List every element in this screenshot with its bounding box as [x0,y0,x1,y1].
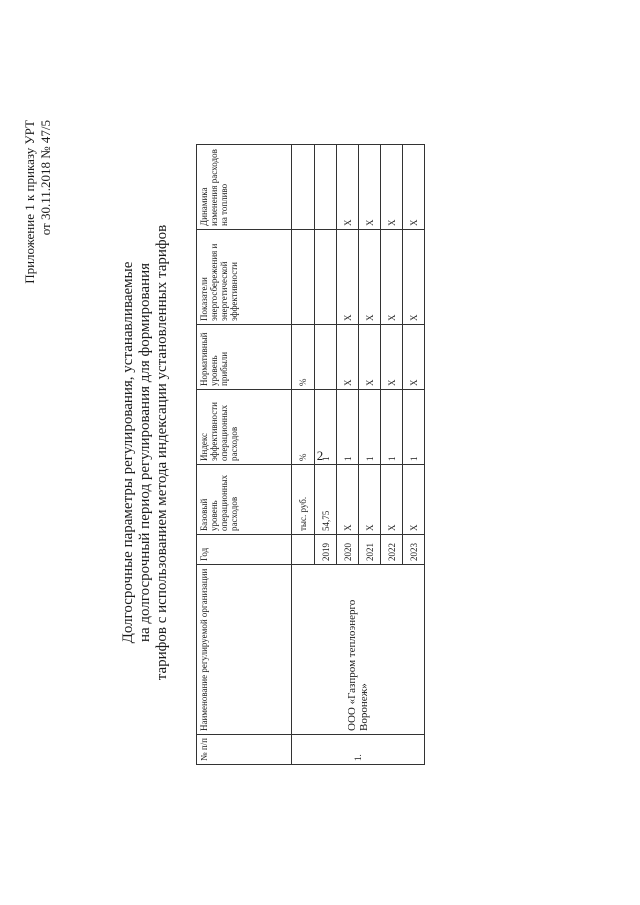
header-index: Индекс эффективности операционных расходов [197,390,292,465]
cell-index: 1 [315,390,337,465]
cell-year: 2022 [381,535,403,565]
cell-profit [315,325,337,390]
unit-base: тыс. руб. [292,465,315,535]
cell-energy: Х [337,230,359,325]
header-num: № п/п [197,735,292,765]
cell-base: 54,75 [315,465,337,535]
units-row [292,145,315,765]
cell-fuel [315,145,337,230]
org-cell: ООО «Газпром теплоэнерго Воронеж» [292,565,425,735]
document-title [120,0,171,905]
title-line-3: тарифов с использованием метода индексации установленных тарифов [154,224,170,681]
cell-base: Х [359,465,381,535]
cell-energy: Х [381,230,403,325]
unit-energy [292,230,315,325]
cell-fuel: Х [381,145,403,230]
cell-year: 2021 [359,535,381,565]
header-base: Базовый уровень операционных расходов [197,465,292,535]
cell-index: 1 [381,390,403,465]
title-line-1: Долгосрочные параметры регулирования, устанавливаемые [120,261,136,644]
header-org: Наименование регулируемой организации [197,565,292,735]
cell-base: Х [337,465,359,535]
table-header-row [197,145,292,765]
cell-index: 1 [359,390,381,465]
header-fuel: Динамика изменения расходов на топливо [197,145,292,230]
cell-energy: Х [403,230,425,325]
cell-profit: Х [337,325,359,390]
cell-base: Х [403,465,425,535]
unit-profit: % [292,325,315,390]
cell-energy: Х [359,230,381,325]
cell-year: 2020 [337,535,359,565]
appendix-header [22,120,54,480]
header-profit: Нормативный уровень прибыли [197,325,292,390]
cell-index: 1 [403,390,425,465]
cell-energy [315,230,337,325]
cell-index: 1 [337,390,359,465]
unit-year [292,535,315,565]
appendix-line-2: от 30.11.2018 № 47/5 [38,120,53,236]
cell-base: Х [381,465,403,535]
cell-fuel: Х [403,145,425,230]
page-number: 2 [316,448,324,463]
appendix-line-1: Приложение 1 к приказу УРТ [22,120,37,284]
cell-profit: Х [381,325,403,390]
cell-profit: Х [359,325,381,390]
cell-fuel: Х [359,145,381,230]
unit-index: % [292,390,315,465]
header-year: Год [197,535,292,565]
cell-year: 2023 [403,535,425,565]
parameters-table [196,144,425,765]
unit-fuel [292,145,315,230]
cell-year: 2019 [315,535,337,565]
title-line-2: на долгосрочный период регулирования для формирования [137,262,153,643]
num-cell: 1. [292,735,425,765]
header-energy: Показатели энергосбережения и энергетической эффективности [197,230,292,325]
cell-fuel: Х [337,145,359,230]
cell-profit: Х [403,325,425,390]
